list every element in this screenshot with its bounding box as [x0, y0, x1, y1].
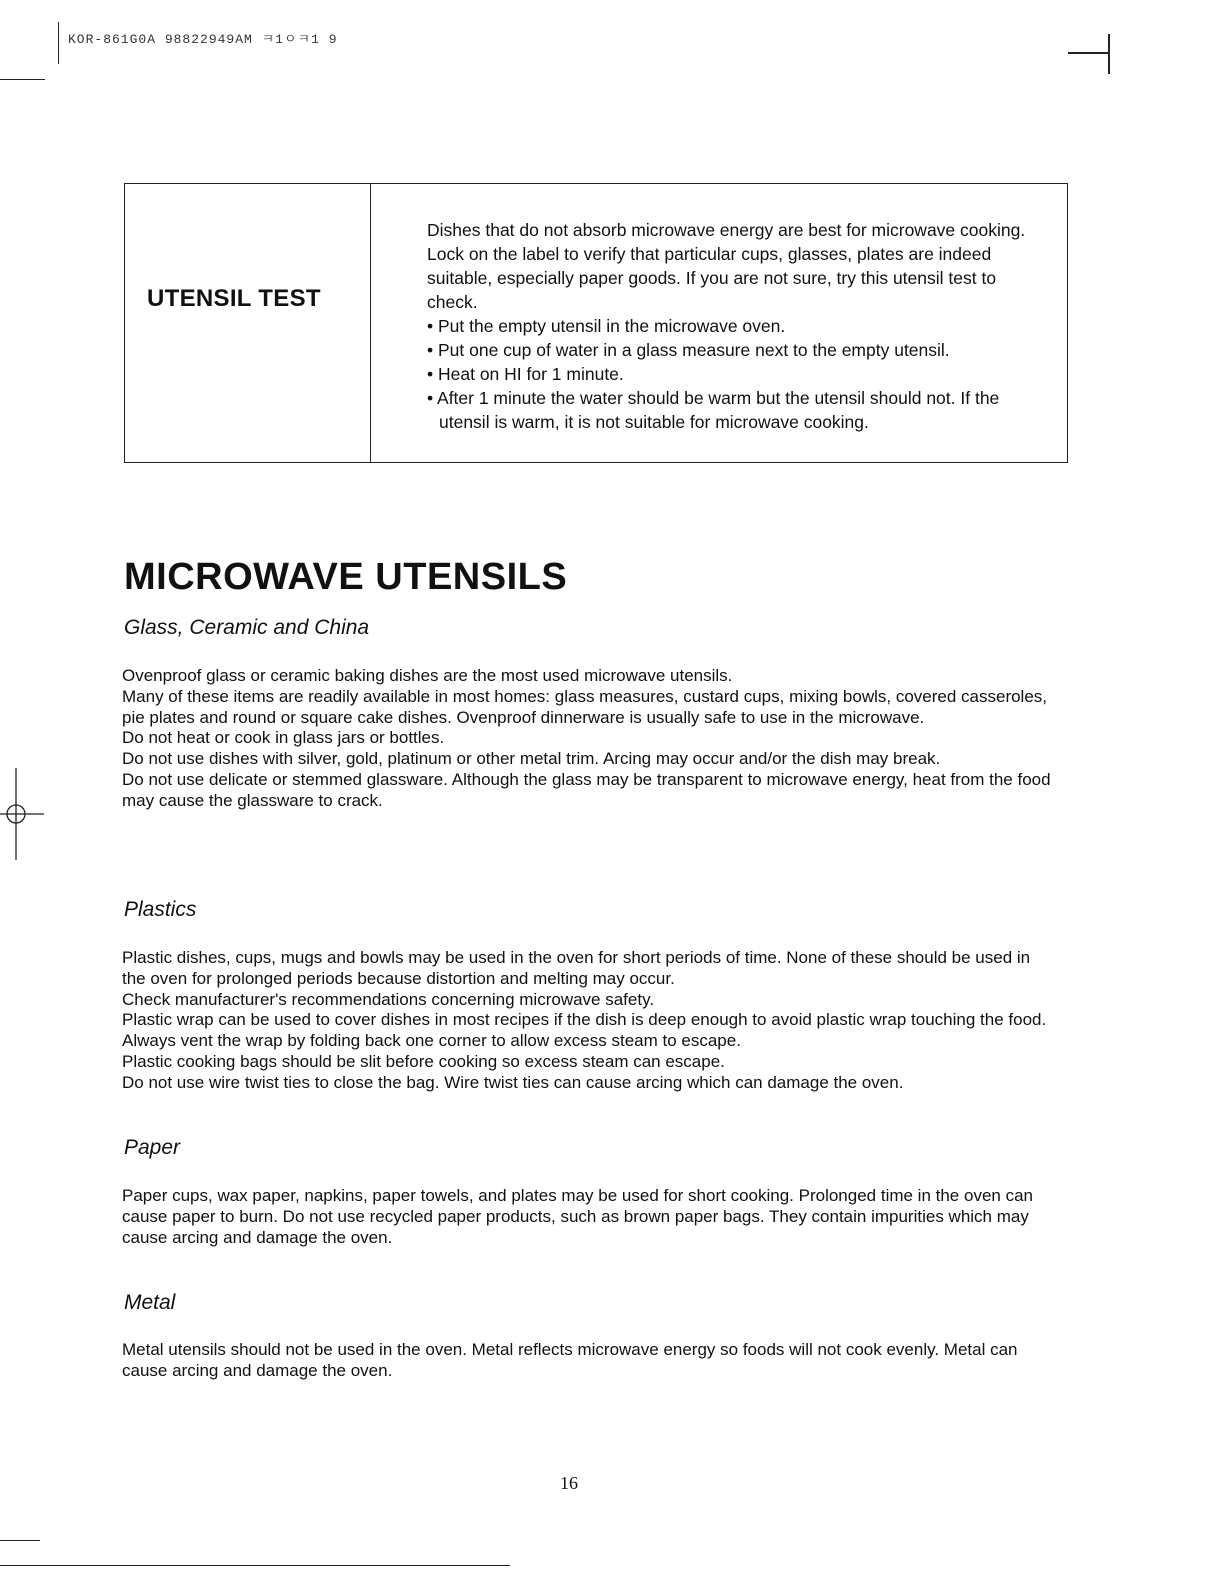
utensil-test-label-cell [125, 184, 371, 462]
utensil-test-step: • Put one cup of water in a glass measure next to the empty utensil. [427, 340, 950, 360]
utensil-test-content-cell [371, 184, 1067, 462]
paragraph: Plastic dishes, cups, mugs and bowls may be used in the oven for short periods of time. None of these should be used in the oven for prolonged periods because distortion and melting may occur. [122, 948, 1031, 988]
section-heading-metal: Metal [124, 1291, 176, 1314]
scan-mark-bottom-line [0, 1565, 510, 1566]
scan-mark-left-bar [58, 22, 59, 64]
registration-mark-top-right-v [1108, 34, 1110, 74]
utensil-test-step: • Heat on HI for 1 minute. [427, 364, 624, 384]
paragraph: Plastic wrap can be used to cover dishes in most recipes if the dish is deep enough to avoid plastic wrap touching the food. Always vent the wrap by folding back one corner to allow excess steam to escape. [122, 1010, 1047, 1051]
registration-mark-top-right-h [1068, 52, 1108, 54]
section-heading-paper: Paper [124, 1136, 181, 1159]
section-body-glass [122, 666, 1052, 812]
paragraph: Do not use delicate or stemmed glassware. Although the glass may be transparent to microwave energy, heat from the food may cause the glassware to crack. [122, 769, 1051, 810]
paragraph: Ovenproof glass or ceramic baking dishes are the most used microwave utensils. [122, 666, 733, 685]
paragraph: Do not use wire twist ties to close the bag. Wire twist ties can cause arcing which can damage the oven. [122, 1072, 904, 1092]
utensil-test-steps [427, 314, 1037, 434]
paragraph: Check manufacturer's recommendations concerning microwave safety. [122, 989, 655, 1009]
utensil-test-box [124, 183, 1068, 463]
section-heading-plastics: Plastics [124, 898, 197, 921]
section-body-plastics [122, 948, 1052, 1094]
document-code: KOR-861G0A 98822949AM ㅋ1ㅇㅋ1 9 [68, 32, 338, 47]
section-body-metal [122, 1340, 1052, 1382]
registration-mark-left [0, 768, 46, 860]
paragraph: Plastic cooking bags should be slit before cooking so excess steam can escape. [122, 1051, 725, 1071]
page-title: MICROWAVE UTENSILS [124, 556, 568, 598]
scan-mark-top-left-line [0, 79, 45, 80]
paragraph: Do not heat or cook in glass jars or bottles. [122, 728, 445, 748]
utensil-test-step: • After 1 minute the water should be warm but the utensil should not. If the utensil is warm, it is not suitable for microwave cooking. [427, 388, 1000, 432]
paragraph: Paper cups, wax paper, napkins, paper towels, and plates may be used for short cooking. Prolonged time in the oven can cause paper to burn. Do not use recycled paper products, such as brown paper bags. They contain impurities which may cause arcing and damage the oven. [122, 1186, 1033, 1247]
scan-mark-bottom-dash [0, 1540, 40, 1541]
paragraph: Do not use dishes with silver, gold, platinum or other metal trim. Arcing may occur and/or the dish may break. [122, 749, 941, 769]
utensil-test-title: UTENSIL TEST [147, 285, 321, 312]
page-number: 16 [560, 1473, 578, 1493]
section-heading-glass: Glass, Ceramic and China [124, 616, 370, 639]
section-body-paper [122, 1186, 1052, 1248]
utensil-test-intro: Dishes that do not absorb microwave energy are best for microwave cooking. Lock on the label to verify that particular cups, glasses, plates are indeed suitable, especially paper goods. If you are not sure, try this utensil test to check. [427, 220, 1026, 312]
paragraph: Many of these items are readily available in most homes: glass measures, custard cups, mixing bowls, covered casseroles, pie plates and round or square cake dishes. Ovenproof dinnerware is usually safe to use in the microwave. [122, 686, 1048, 727]
paragraph: Metal utensils should not be used in the oven. Metal reflects microwave energy so foods will not cook evenly. Metal can cause arcing and damage the oven. [122, 1340, 1018, 1380]
utensil-test-step: • Put the empty utensil in the microwave oven. [427, 316, 786, 336]
